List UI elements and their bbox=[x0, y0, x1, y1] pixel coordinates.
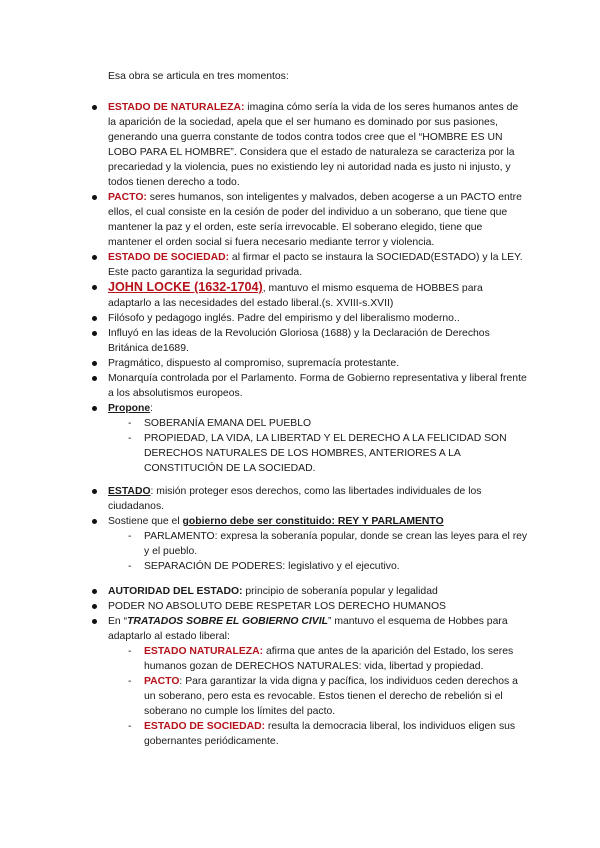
hobbes-list bbox=[108, 100, 528, 476]
term-estado-naturaleza: ESTADO DE NATURALEZA: bbox=[108, 102, 245, 113]
sublist-item: - PACTO: Para garantizar la vida digna y pacífica, los individuos ceden derechos a un soberano, pero esta es revocable. Estos tienen el derecho de rebelión si el soberano no cumple los límites del pacto. bbox=[144, 674, 528, 719]
list-item-sostiene: Sostiene que el gobierno debe ser constituido: REY Y PARLAMENTO - PARLAMENTO: expresa la soberanía popular, donde se crean las leyes para el rey y el pueblo. - SEPARACIÓN DE PODERES: legislativo y el ejecutivo. bbox=[108, 514, 528, 574]
sublist-item: - ESTADO DE SOCIEDAD: resulta la democracia liberal, los individuos eligen sus gobernantes periódicamente. bbox=[144, 719, 528, 749]
propone-sublist bbox=[144, 416, 528, 476]
list-item-filosofo: Filósofo y pedagogo inglés. Padre del empirismo y del liberalismo moderno.. bbox=[108, 311, 528, 326]
heading-john-locke: JOHN LOCKE (1632-1704) bbox=[108, 280, 263, 294]
sublist-item: - SOBERANÍA EMANA DEL PUEBLO bbox=[144, 416, 528, 431]
sublist-item: - ESTADO NATURALEZA: afirma que antes de la aparición del Estado, los seres humanos gozan de DERECHOS NATURALES: vida, libertad y propiedad. bbox=[144, 644, 528, 674]
estado-list bbox=[108, 484, 528, 574]
term-estado-sociedad: ESTADO DE SOCIEDAD: bbox=[108, 252, 230, 263]
list-item-estado: ESTADO: misión proteger esos derechos, como las libertades individuales de los ciudadanos. bbox=[108, 484, 528, 514]
list-item-pragmatico: Pragmático, dispuesto al compromiso, supremacía protestante. bbox=[108, 356, 528, 371]
sublist-item: - SEPARACIÓN DE PODERES: legislativo y el ejecutivo. bbox=[144, 559, 528, 574]
list-item-autoridad: AUTORIDAD DEL ESTADO: principio de soberanía popular y legalidad bbox=[108, 584, 528, 599]
term-gobierno: gobierno debe ser constituido: REY Y PARLAMENTO bbox=[182, 516, 444, 527]
list-item-propone: Propone: - SOBERANÍA EMANA DEL PUEBLO - PROPIEDAD, LA VIDA, LA LIBERTAD Y EL DERECHO A LA FELICIDAD SON DERECHOS NATURALES DE LOS HOMBRES, ANTERIORES A LA CONSTITUCIÓN DE LA SOCIEDAD. bbox=[108, 401, 528, 476]
list-item-poder: PODER NO ABSOLUTO DEBE RESPETAR LOS DERECHO HUMANOS bbox=[108, 599, 528, 614]
list-item-influyo: Influyó en las ideas de la Revolución Gloriosa (1688) y la Declaración de Derechos Británica de1689. bbox=[108, 326, 528, 356]
term-estado: ESTADO bbox=[108, 486, 151, 497]
intro-line: Esa obra se articula en tres momentos: bbox=[108, 71, 289, 82]
sublist-item: - PROPIEDAD, LA VIDA, LA LIBERTAD Y EL DERECHO A LA FELICIDAD SON DERECHOS NATURALES DE LOS HOMBRES, ANTERIORES A LA CONSTITUCIÓN DE LA SOCIEDAD. bbox=[144, 431, 528, 476]
term-pacto: PACTO: bbox=[108, 192, 147, 203]
term-propone: Propone bbox=[108, 403, 151, 414]
tratados-sublist bbox=[144, 644, 528, 749]
term-tratados: TRATADOS SOBRE EL GOBIERNO CIVIL bbox=[127, 616, 328, 627]
list-item-john-locke: JOHN LOCKE (1632-1704), mantuvo el mismo esquema de HOBBES para adaptarlo a las necesidades del estado liberal.(s. XVIII-s.XVII) bbox=[108, 280, 528, 311]
list-item-estado-sociedad: ESTADO DE SOCIEDAD: al firmar el pacto se instaura la SOCIEDAD(ESTADO) y la LEY. Este pacto garantiza la seguridad privada. bbox=[108, 250, 528, 280]
term-autoridad: AUTORIDAD DEL ESTADO: bbox=[108, 586, 243, 597]
autoridad-list bbox=[108, 584, 528, 749]
list-item-tratados: En “TRATADOS SOBRE EL GOBIERNO CIVIL” mantuvo el esquema de Hobbes para adaptarlo al estado liberal: - ESTADO NATURALEZA: afirma que antes de la aparición del Estado, los seres humanos gozan de DERECHOS NATURALES: vida, libertad y propiedad. - PACTO: Para garantizar la vida digna y pacífica, los individuos ceden derechos a un soberano, pero esta es revocable. Estos tienen el derecho de rebelión si el soberano no cumple los límites del pacto. - ESTADO DE SOCIEDAD: resulta la democracia liberal, los individuos eligen sus gobernantes periódicamente. bbox=[108, 614, 528, 749]
list-item-estado-naturaleza: ESTADO DE NATURALEZA: imagina cómo sería la vida de los seres humanos antes de la aparición de la sociedad, apela que el ser humano es dominado por sus pasiones, generando una guerra constante de todos contra todos cree que el “HOMBRE ES UN LOBO PARA EL HOMBRE”. Considera que el estado de naturaleza se caracteriza por la precariedad y la violencia, pues no existiendo ley ni autoridad nada es justo ni injusto, y todos tienen derecho a todo. bbox=[108, 100, 528, 190]
list-item-pacto: PACTO: seres humanos, son inteligentes y malvados, deben acogerse a un PACTO entre ellos, el cual consiste en la cesión de poder del individuo a un soberano, que tiene que mantener la paz y el orden, este sería irrevocable. El soberano elegido, tiene que mantener el orden social si fuera necesario mediante terror y violencia. bbox=[108, 190, 528, 250]
list-item-monarquia: Monarquía controlada por el Parlamento. Forma de Gobierno representativa y liberal frente a los absolutismos europeos. bbox=[108, 373, 527, 399]
gobierno-sublist bbox=[144, 529, 528, 574]
sublist-item: - PARLAMENTO: expresa la soberanía popular, donde se crean las leyes para el rey y el pueblo. bbox=[144, 529, 528, 559]
